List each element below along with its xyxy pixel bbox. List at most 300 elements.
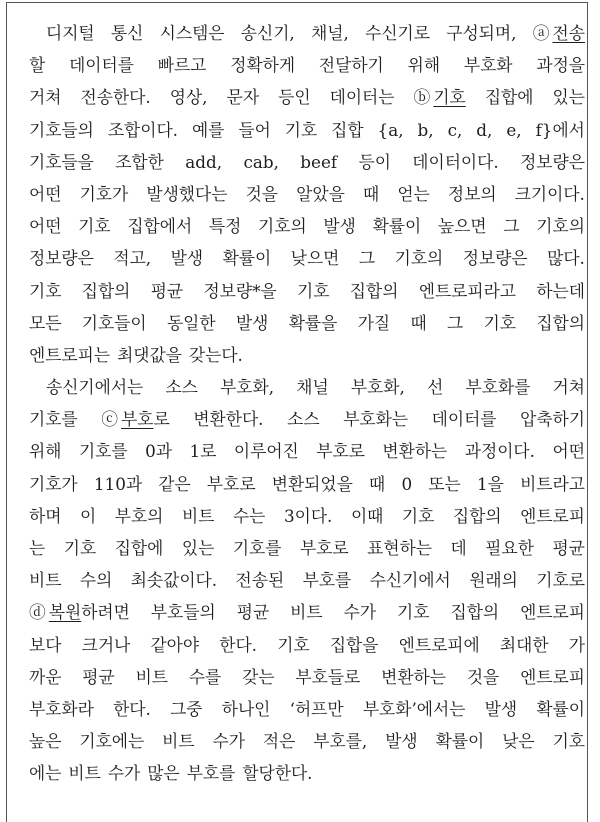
word-text: 부호화는 xyxy=(343,409,409,430)
word-text: 동일한 xyxy=(166,312,216,333)
word xyxy=(29,242,94,274)
word xyxy=(363,693,466,725)
word xyxy=(113,242,151,274)
word-text: 이 xyxy=(79,505,97,526)
word-text: 로 xyxy=(153,409,170,430)
word-text: 부호를 xyxy=(186,763,236,784)
word xyxy=(311,17,349,49)
word xyxy=(552,532,584,564)
underlined-term: 전송 xyxy=(552,23,585,43)
word-text: 데이터를 xyxy=(431,409,497,430)
word xyxy=(536,693,585,725)
word-text: 110과 xyxy=(93,473,143,494)
word xyxy=(64,532,96,564)
word-text: 확률이 xyxy=(222,248,272,269)
word xyxy=(46,371,143,403)
word-text: 모든 xyxy=(29,312,62,333)
word xyxy=(370,564,451,596)
word xyxy=(222,693,271,725)
word xyxy=(469,564,518,596)
word-text: 발생 xyxy=(385,731,418,752)
passage-box xyxy=(6,2,588,822)
word-text: 발생 xyxy=(323,216,356,237)
word xyxy=(236,307,268,339)
word xyxy=(401,468,412,500)
word-text: 낮은 xyxy=(502,731,535,752)
word-text: 그중 xyxy=(170,698,203,719)
word xyxy=(131,564,217,596)
word-text: 수의 xyxy=(79,570,113,591)
passage-line xyxy=(29,242,585,274)
word-text: 문자 xyxy=(226,87,260,108)
word-text: b, xyxy=(417,119,434,140)
word-text: 변환되었을 xyxy=(271,473,353,494)
word-text: 하는데 xyxy=(536,280,585,301)
word-text: 하려면 xyxy=(81,602,130,623)
reference-marker: ⓑ xyxy=(413,87,431,108)
word-text: 비트 xyxy=(181,505,215,526)
word-text: 는 xyxy=(29,538,46,558)
reference-marker: ⓐ xyxy=(532,23,550,43)
word xyxy=(382,435,447,467)
word-text: 부호화라 xyxy=(29,698,94,719)
word xyxy=(29,307,61,339)
word xyxy=(477,468,504,500)
word-text: 과정이다. xyxy=(464,441,535,462)
word xyxy=(503,210,519,242)
word-text: 0과 xyxy=(145,441,172,462)
word xyxy=(160,17,225,49)
word-text: 부호화 xyxy=(463,55,513,76)
word-text: 하며 xyxy=(29,505,62,526)
word-text: 소스 xyxy=(165,377,198,398)
word xyxy=(223,242,272,274)
word xyxy=(29,629,61,661)
word xyxy=(300,146,337,178)
word-text: 집합에 xyxy=(114,538,164,558)
word-text: 까운 xyxy=(29,666,62,687)
word xyxy=(358,307,390,339)
word-text: 수가 xyxy=(212,731,245,752)
word xyxy=(277,629,309,661)
word xyxy=(303,564,352,596)
word xyxy=(476,114,492,146)
word-text: 집합의 xyxy=(536,312,585,333)
word xyxy=(287,403,319,435)
word xyxy=(230,49,295,81)
reference-marker: ⓒ xyxy=(101,409,119,430)
passage-line xyxy=(29,693,585,725)
word-text: 집합에 xyxy=(484,87,534,108)
word xyxy=(29,403,78,435)
word xyxy=(79,725,144,757)
word-text: 거쳐 xyxy=(552,377,585,398)
word-text: 정보량은 xyxy=(462,248,528,269)
word-text: 부호화, xyxy=(350,377,405,398)
word xyxy=(185,146,222,178)
word-text: 기호가 xyxy=(29,473,78,494)
word-text: 그 xyxy=(447,312,464,333)
word-text: 시스템은 xyxy=(159,23,225,43)
word xyxy=(82,275,131,307)
word-text: 표현하는 xyxy=(367,538,433,558)
word xyxy=(296,178,345,210)
word-text: 얻는 xyxy=(397,183,430,204)
word-text: 기호의 xyxy=(536,216,585,237)
word-text: 이때 xyxy=(350,505,384,526)
word-text: 엔트로피 xyxy=(520,505,585,526)
word xyxy=(520,146,585,178)
word-text: 할당한다. xyxy=(242,763,313,784)
word xyxy=(465,435,535,467)
word-text: 발생 xyxy=(235,312,269,333)
word xyxy=(29,339,110,371)
word xyxy=(145,435,172,467)
word-text: 집합의 xyxy=(81,280,131,301)
word xyxy=(506,114,521,146)
word xyxy=(29,49,45,81)
word-text: 하나인 xyxy=(221,698,271,719)
word-text: 부호를 xyxy=(302,570,352,591)
passage-text xyxy=(29,17,585,790)
word-text: 기호 xyxy=(284,119,318,140)
word-text: 적은 xyxy=(262,731,296,752)
word xyxy=(290,596,322,628)
passage-line xyxy=(29,146,585,178)
word-text: 비트 xyxy=(162,731,195,752)
word xyxy=(258,210,307,242)
word xyxy=(29,757,61,789)
word xyxy=(323,210,355,242)
word-text: 구성되며, xyxy=(446,23,517,43)
passage-line xyxy=(29,532,585,564)
word-text: 기호를 xyxy=(232,538,282,558)
word-text: 전송한다. xyxy=(80,87,151,108)
word xyxy=(182,532,214,564)
word-text: 한다. xyxy=(219,634,258,655)
word xyxy=(241,17,295,49)
word-text: 기호들이 xyxy=(81,312,147,333)
word-text: 그 xyxy=(503,216,520,237)
word xyxy=(520,661,585,693)
word xyxy=(234,435,299,467)
passage-line xyxy=(29,435,585,467)
word xyxy=(465,371,530,403)
word-text: {a, xyxy=(377,119,404,140)
word-text: 확률을 xyxy=(288,312,338,333)
word-text: 확률이 xyxy=(372,216,422,237)
word xyxy=(190,435,217,467)
word xyxy=(69,49,134,81)
word-text: 소스 xyxy=(287,409,320,430)
word xyxy=(395,242,444,274)
word-text: 특정 xyxy=(208,216,242,237)
word-text: 데이터를 xyxy=(69,55,134,76)
word-text: 적고, xyxy=(113,248,152,269)
word-text: 수신기로 xyxy=(365,23,430,43)
word xyxy=(29,468,78,500)
word-text: 높으면 xyxy=(437,216,487,237)
passage-line xyxy=(29,629,585,661)
word xyxy=(448,178,497,210)
word-text: 들어 xyxy=(238,119,271,140)
passage-line xyxy=(29,81,585,113)
word xyxy=(146,178,227,210)
word-text: 같아야 xyxy=(150,634,200,655)
word-text: 것을 xyxy=(245,183,279,204)
word-text: 정보량은 xyxy=(29,248,94,269)
word-text: 어떤 xyxy=(29,183,62,204)
word-text: 필요한 xyxy=(485,538,534,558)
word xyxy=(436,725,485,757)
word xyxy=(108,114,178,146)
word xyxy=(29,661,61,693)
word-text: 엔트로피에 xyxy=(398,634,480,655)
word xyxy=(219,629,257,661)
word xyxy=(419,275,516,307)
word xyxy=(359,242,375,274)
word xyxy=(182,500,214,532)
word-text: 디지털 xyxy=(46,23,95,43)
word xyxy=(464,49,513,81)
word xyxy=(451,532,467,564)
word-text: 한다. xyxy=(113,698,151,719)
word xyxy=(502,725,534,757)
word xyxy=(536,307,585,339)
word xyxy=(238,114,270,146)
word-text: 비트 xyxy=(290,602,323,623)
word xyxy=(367,532,432,564)
word xyxy=(410,307,426,339)
word xyxy=(209,210,241,242)
word xyxy=(101,403,169,435)
word-text: 발생 xyxy=(484,698,518,719)
word xyxy=(29,564,61,596)
word xyxy=(170,693,202,725)
word-text: 기호로 xyxy=(536,570,585,591)
word xyxy=(29,725,61,757)
word xyxy=(536,210,585,242)
word xyxy=(207,468,256,500)
word-text: 기호 xyxy=(297,280,330,301)
word xyxy=(80,564,112,596)
word xyxy=(553,81,585,113)
word-text: 부호를, xyxy=(313,731,368,752)
word-text: 변환하는 xyxy=(381,666,446,687)
word-text: 부호로 xyxy=(206,473,256,494)
passage-line xyxy=(29,371,585,403)
passage-line xyxy=(29,403,585,435)
passage-line xyxy=(29,725,585,757)
word-text: 부호화를 xyxy=(465,377,531,398)
word xyxy=(536,49,585,81)
passage-line xyxy=(29,49,585,81)
word xyxy=(438,210,487,242)
word-text: d, xyxy=(476,119,493,140)
word-text: 확률이 xyxy=(536,698,585,719)
word-text: 많다. xyxy=(547,248,585,269)
word-text: 수는 xyxy=(232,505,266,526)
word xyxy=(284,500,332,532)
word-text: 때 xyxy=(410,312,427,333)
word xyxy=(80,178,129,210)
word xyxy=(448,114,463,146)
passage-line xyxy=(29,500,585,532)
word xyxy=(536,564,585,596)
word-text: 과정을 xyxy=(536,55,585,76)
word-text: 조합이다. xyxy=(107,119,178,140)
word-text: 통신 xyxy=(110,23,144,43)
word xyxy=(285,114,317,146)
word-text: 발생 xyxy=(170,248,204,269)
word-text: 엔트로피 xyxy=(520,602,585,623)
word xyxy=(233,532,282,564)
word-text: 기호의 xyxy=(258,216,307,237)
passage-line xyxy=(29,17,585,49)
word xyxy=(373,210,422,242)
word xyxy=(447,307,463,339)
word xyxy=(29,210,61,242)
word xyxy=(485,532,534,564)
word xyxy=(29,178,61,210)
word-text: 데 xyxy=(450,538,467,558)
word-text: 크기이다. xyxy=(514,183,585,204)
word-text: 기호의 xyxy=(394,248,444,269)
word-text: f}에서 xyxy=(535,119,585,140)
word-text: 때 xyxy=(362,183,380,204)
word xyxy=(170,81,208,113)
word-text: 많은 xyxy=(147,763,180,784)
word xyxy=(193,403,263,435)
word-text: 기호에는 xyxy=(79,731,145,752)
word-text: 조합한 xyxy=(115,151,164,172)
word-text: 채널, xyxy=(311,23,349,43)
reference-marker: ⓓ xyxy=(29,602,46,623)
word-text: 크거나 xyxy=(81,634,131,655)
word xyxy=(297,275,329,307)
word-text: 가질 xyxy=(357,312,391,333)
word xyxy=(484,307,516,339)
word xyxy=(29,532,45,564)
word-text: 3이다. xyxy=(283,505,333,526)
word xyxy=(189,661,221,693)
word xyxy=(291,242,340,274)
word xyxy=(536,114,585,146)
word xyxy=(402,500,434,532)
word-text: 기호를 xyxy=(29,409,78,430)
word xyxy=(192,114,224,146)
word-text: 이루어진 xyxy=(233,441,299,462)
word xyxy=(552,435,584,467)
word-text: 평균 xyxy=(552,538,585,558)
word-text: 비트 xyxy=(29,570,62,591)
word xyxy=(29,596,130,628)
word-text: 어떤 xyxy=(29,216,62,237)
word xyxy=(187,757,236,789)
word xyxy=(378,114,404,146)
word-text: 부호들의 xyxy=(150,602,216,623)
word xyxy=(520,596,585,628)
passage-line xyxy=(29,339,585,371)
word-text: 선 xyxy=(427,377,444,398)
word xyxy=(359,146,391,178)
word-text: 평균 xyxy=(82,666,115,687)
word-text: 어떤 xyxy=(552,441,585,462)
word xyxy=(553,725,585,757)
word xyxy=(289,307,338,339)
word-text: 기호들의 xyxy=(29,119,94,140)
word xyxy=(553,371,585,403)
word-text: beef xyxy=(300,151,338,172)
word xyxy=(242,661,274,693)
word xyxy=(432,403,497,435)
word-text: 최솟값이다. xyxy=(130,570,218,591)
word xyxy=(399,629,480,661)
word xyxy=(236,564,285,596)
word xyxy=(408,49,440,81)
passage-line xyxy=(29,661,585,693)
word-text: 보다 xyxy=(29,634,62,655)
word-text: 빠르고 xyxy=(157,55,207,76)
word-text: 정보량*을 xyxy=(203,280,277,301)
word xyxy=(189,339,243,371)
word-text: 위해 xyxy=(407,55,441,76)
word-text: 전송된 xyxy=(235,570,285,591)
word xyxy=(533,17,585,49)
word xyxy=(220,371,274,403)
word-text: add, xyxy=(185,151,223,172)
word xyxy=(79,435,128,467)
word xyxy=(233,500,265,532)
word xyxy=(316,435,365,467)
word-text: 변환하는 xyxy=(382,441,448,462)
word xyxy=(278,81,310,113)
word xyxy=(68,757,100,789)
word xyxy=(165,371,197,403)
word xyxy=(485,81,534,113)
word-text: 갖는다. xyxy=(188,344,243,365)
word-text: 수신기에서 xyxy=(369,570,451,591)
word xyxy=(117,339,182,371)
word-text: 기호들을 xyxy=(29,151,94,172)
word xyxy=(536,275,585,307)
word xyxy=(115,146,164,178)
word-text: 최대한 xyxy=(499,634,549,655)
word-text: 엔트로피라고 xyxy=(418,280,517,301)
word-text: 때 xyxy=(369,473,386,494)
passage-line xyxy=(29,307,585,339)
word xyxy=(330,81,395,113)
word-text: 기호 xyxy=(78,216,111,237)
word xyxy=(147,757,179,789)
word-text: 기호를 xyxy=(78,441,128,462)
word xyxy=(115,532,164,564)
word xyxy=(381,661,446,693)
word xyxy=(82,307,147,339)
word-text: 기호 xyxy=(401,505,435,526)
word-text: 기호 xyxy=(63,538,97,558)
passage-line xyxy=(29,564,585,596)
word-text: 부호화, xyxy=(220,377,275,398)
word xyxy=(446,17,516,49)
word-text: 비트 xyxy=(135,666,168,687)
word xyxy=(313,725,367,757)
word-text: 비트라고 xyxy=(520,473,585,494)
word xyxy=(414,81,466,113)
word xyxy=(369,468,385,500)
word xyxy=(46,17,95,49)
word-text: 채널 xyxy=(296,377,329,398)
